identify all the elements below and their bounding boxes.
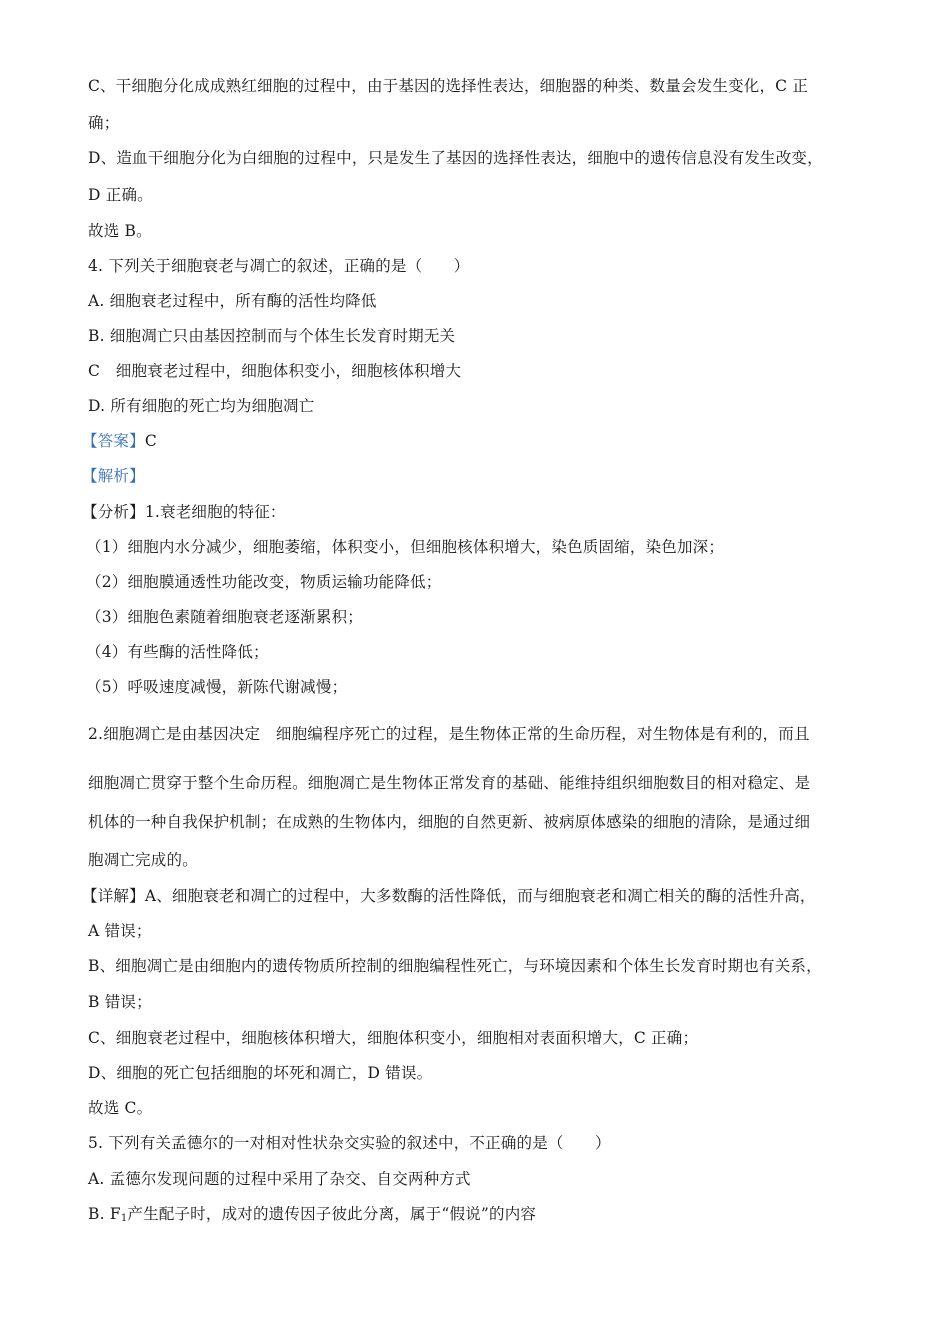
option-b: B. 细胞凋亡只由基因控制而与个体生长发育时期无关 [88, 327, 456, 345]
text-line: C、干细胞分化成成熟红细胞的过程中，由于基因的选择性表达，细胞器的种类、数量会发生变化，C 正 [88, 77, 809, 95]
option-b-text: 产生配子时，成对的遗传因子彼此分离，属于“假说”的内容 [127, 1205, 537, 1223]
detail-label: 【详解】 [82, 887, 145, 905]
option-b-subscript: 1 [120, 1213, 128, 1224]
text-line: 2.细胞凋亡是由基因决定 细胞编程序死亡的过程，是生物体正常的生命历程，对生物体是有利的，而且 [88, 725, 810, 743]
text-line: 故选 B。 [88, 222, 152, 240]
text-line: （3）细胞色素随着细胞衰老逐渐累积； [86, 608, 363, 626]
fenxi-label: 【分析】 [82, 503, 145, 521]
text-line: （1）细胞内水分减少，细胞萎缩，体积变小，但细胞核体积增大，染色质固缩，染色加深； [86, 538, 725, 556]
text-line: 故选 C。 [88, 1099, 153, 1117]
option-a: A. 孟德尔发现问题的过程中采用了杂交、自交两种方式 [88, 1170, 471, 1188]
text-line: 胞凋亡完成的。 [88, 851, 198, 869]
option-c: C 细胞衰老过程中，细胞体积变小，细胞核体积增大 [88, 362, 462, 380]
analysis-label [82, 466, 145, 486]
option-b [88, 1204, 536, 1229]
text-line: C、细胞衰老过程中，细胞核体积增大，细胞体积变小，细胞相对表面积增大，C 正确； [88, 1029, 699, 1047]
text-line: （5）呼吸速度减慢，新陈代谢减慢； [86, 678, 348, 696]
text-line: B 错误； [88, 993, 152, 1011]
question-5-stem: 5. 下列有关孟德尔的一对相对性状杂交实验的叙述中，不正确的是（ ） [88, 1134, 611, 1152]
text-line: 细胞凋亡贯穿于整个生命历程。细胞凋亡是生物体正常发育的基础、能维持组织细胞数目的相对稳定、是 [88, 774, 811, 792]
answer-label: 【答案】 [82, 432, 145, 450]
detail-text: A、细胞衰老和凋亡的过程中，大多数酶的活性降低，而与细胞衰老和凋亡相关的酶的活性升高， [144, 887, 816, 905]
text-line: （4）有些酶的活性降低； [86, 643, 269, 661]
analysis-label-text: 【解析】 [82, 467, 145, 485]
text-line: 确； [88, 114, 120, 132]
text-line: （2）细胞膜通透性功能改变，物质运输功能降低； [86, 573, 442, 591]
option-b-prefix: B. F [88, 1205, 121, 1223]
fenxi-text: 1.衰老细胞的特征： [144, 503, 286, 521]
text-line: 机体的一种自我保护机制；在成熟的生物体内，细胞的自然更新、被病原体感染的细胞的清除，是通过细 [88, 813, 811, 831]
text-line: D、造血干细胞分化为白细胞的过程中，只是发生了基因的选择性表达，细胞中的遗传信息没有发生改变， [88, 149, 823, 167]
option-a: A. 细胞衰老过程中，所有酶的活性均降低 [88, 292, 377, 310]
fenxi-line [82, 502, 286, 522]
option-d: D. 所有细胞的死亡均为细胞凋亡 [88, 397, 315, 415]
text-line: D、细胞的死亡包括细胞的坏死和凋亡，D 错误。 [88, 1064, 433, 1082]
answer-line [82, 431, 157, 451]
text-line: B、细胞凋亡是由细胞内的遗传物质所控制的细胞编程性死亡，与环境因素和个体生长发育时期也有关系， [88, 957, 822, 975]
answer-value: C [144, 432, 157, 450]
detail-line [82, 886, 816, 906]
text-line: D 正确。 [88, 186, 153, 204]
question-4-stem: 4. 下列关于细胞衰老与凋亡的叙述，正确的是（ ） [88, 257, 470, 275]
text-line: A 错误； [88, 922, 152, 940]
